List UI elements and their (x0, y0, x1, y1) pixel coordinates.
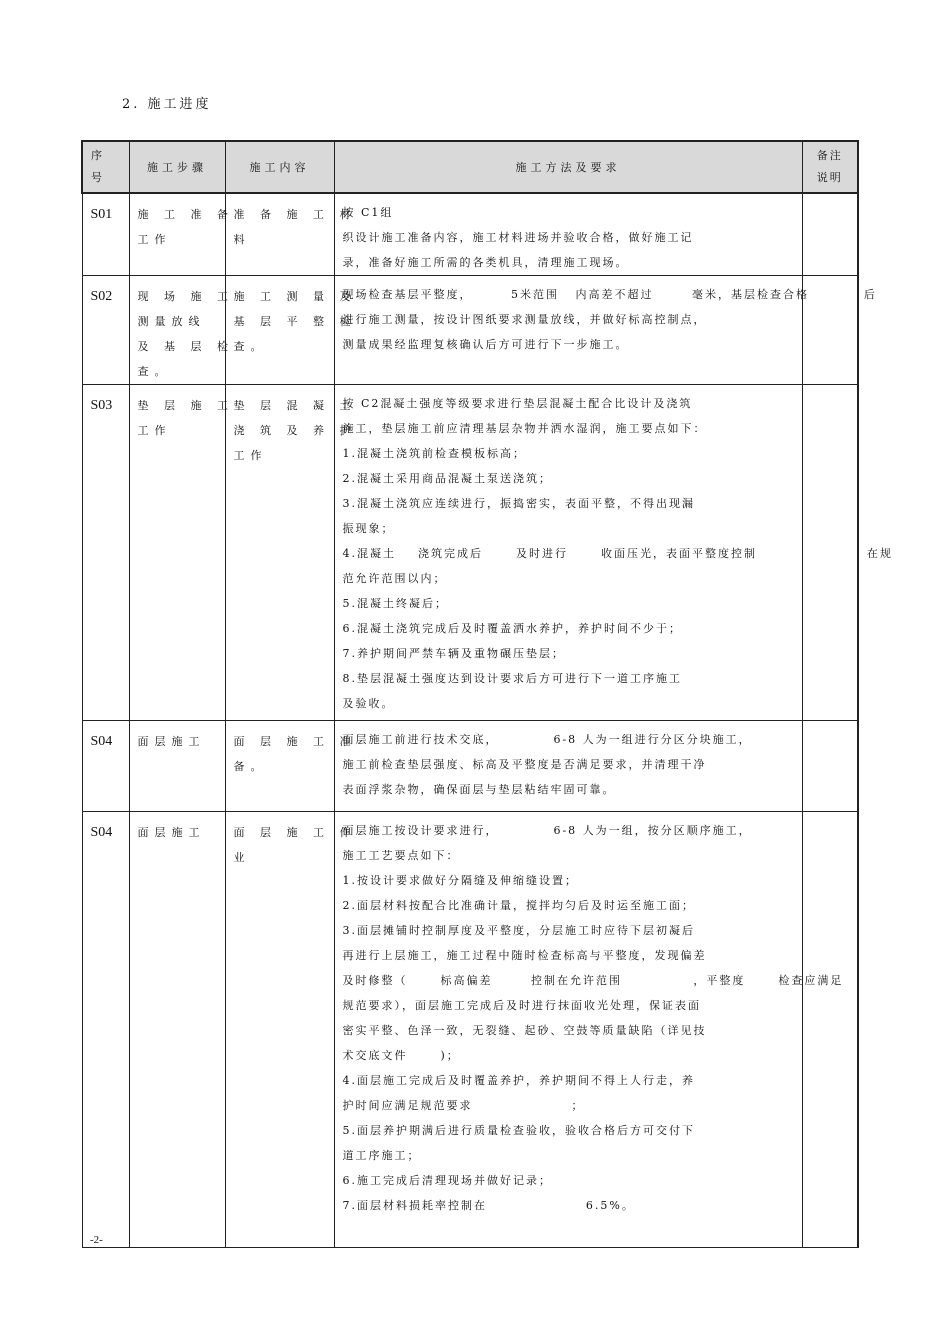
step-text: 现 场 施 工 (137, 290, 234, 303)
header-content: 施工内容 (225, 141, 334, 193)
section-heading: 2. 施工进度 (122, 97, 212, 112)
method-text: 及时修整（ 标高偏差 控制在允许范围 ，平整度 检查应满足 (342, 974, 844, 987)
method-text: 3.面层摊铺时控制厚度及平整度，分层施工时应待下层初凝后 (342, 924, 695, 937)
step-text: 施 工 准 备 (137, 208, 234, 221)
step-text: 工作 (137, 233, 172, 246)
step-text: 垫 层 施 工 (137, 399, 234, 412)
method-text: 1.按设计要求做好分隔缝及伸缩缝设置； (342, 874, 578, 887)
row-number-cell (82, 385, 129, 721)
method-text: 施工，垫层施工前应清理基层杂物并洒水湿润，施工要点如下： (342, 422, 707, 435)
method-text: 2.混凝土采用商品混凝土泵送浇筑； (342, 472, 552, 485)
table-row (82, 193, 858, 276)
table-row (82, 276, 858, 385)
method-text: 进行施工测量，按设计图纸要求测量放线，并做好标高控制点， (342, 313, 707, 326)
content-text: 料 (233, 233, 251, 246)
method-text: 按 C2混凝土强度等级要求进行垫层混凝土配合比设计及浇筑 (342, 397, 693, 410)
content-text: 面 层 施 工 作 (233, 826, 357, 839)
header-remarks-line: 说明 (816, 171, 843, 184)
method-text: 再进行上层施工，施工过程中随时检查标高与平整度，发现偏差 (342, 949, 707, 962)
header-remarks (802, 141, 858, 193)
content-text: 面 层 施 工 准 (233, 735, 357, 748)
content-text: 垫 层 混 凝 土 (233, 399, 357, 412)
method-text: 护时间应满足规范要求 ； (342, 1099, 585, 1112)
method-cell (334, 276, 877, 385)
step-text: 测量放线 (137, 315, 206, 328)
method-text: 施工工艺要点如下： (342, 849, 460, 862)
remarks-cell (802, 193, 858, 276)
step-text: 工作 (137, 424, 172, 437)
content-text: 准 备 施 工 材 (233, 208, 357, 221)
row-number: S04 (90, 734, 113, 749)
step-cell (129, 193, 234, 276)
method-text: 范允许范围以内； (342, 572, 447, 585)
row-number-cell (82, 812, 129, 1248)
step-cell (129, 721, 225, 812)
remarks-cell (802, 721, 858, 812)
method-text: 8.垫层混凝土强度达到设计要求后方可进行下一道工序施工 (342, 672, 682, 685)
method-text: 施工前检查垫层强度、标高及平整度是否满足要求，并清理干净 (342, 758, 707, 771)
row-number-cell (82, 721, 129, 812)
header-remarks-line: 备注 (816, 149, 843, 162)
header-number-line: 号 (91, 171, 106, 184)
header-number-line: 序 (91, 149, 106, 162)
method-text: 1.混凝土浇筑前检查模板标高； (342, 447, 526, 460)
content-text: 浇 筑 及 养 护 (233, 424, 357, 437)
step-cell (129, 385, 234, 721)
header-step: 施工步骤 (129, 141, 225, 193)
method-text: 面层施工按设计要求进行， 6-8 人为一组，按分区顺序施工， (342, 824, 752, 837)
method-text: 规范要求），面层施工完成后及时进行抹面收光处理，保证表面 (342, 999, 701, 1012)
method-text: 7.养护期间严禁车辆及重物碾压垫层； (342, 647, 565, 660)
method-text: 表面浮浆杂物，确保面层与垫层粘结牢固可靠。 (342, 783, 616, 796)
content-text: 查。 (233, 340, 268, 353)
method-cell (334, 385, 893, 721)
row-number: S02 (90, 289, 113, 304)
step-text: 面层施工 (137, 735, 206, 748)
row-number: S04 (90, 825, 113, 840)
method-text: 7.面层材料损耗率控制在 6.5%。 (342, 1199, 635, 1212)
remarks-cell (802, 812, 858, 1248)
method-text: 4.混凝土 浇筑完成后 及时进行 收面压光，表面平整度控制 在规 (342, 547, 893, 560)
table-header-row (82, 141, 858, 193)
method-text: 密实平整、色泽一致，无裂缝、起砂、空鼓等质量缺陷（详见技 (342, 1024, 707, 1037)
step-text: 面层施工 (137, 826, 206, 839)
step-text: 查。 (137, 365, 172, 378)
method-text: 录，准备好施工所需的各类机具，清理施工现场。 (342, 256, 629, 269)
construction-schedule-table (81, 140, 893, 1248)
method-text: 按 C1组 (342, 206, 394, 219)
method-cell (334, 193, 802, 276)
method-text: 面层施工前进行技术交底， 6-8 人为一组进行分区分块施工， (342, 733, 752, 746)
method-text: 3.混凝土浇筑应连续进行，振捣密实，表面平整，不得出现漏 (342, 497, 695, 510)
page-number: -2- (90, 1234, 103, 1246)
content-text: 施 工 测 量 及 (233, 290, 357, 303)
method-text: 6.混凝土浇筑完成后及时覆盖洒水养护，养护时间不少于； (342, 622, 682, 635)
row-number-cell (82, 193, 129, 276)
step-cell (129, 276, 234, 385)
header-method: 施工方法及要求 (334, 141, 802, 193)
method-text: 振现象； (342, 522, 395, 535)
method-cell (334, 812, 844, 1248)
step-text: 及 基 层 检 (137, 340, 234, 353)
table-row (82, 812, 858, 1248)
content-text: 业 (233, 851, 251, 864)
method-text: 织设计施工准备内容，施工材料进场并验收合格，做好施工记 (342, 231, 694, 244)
method-text: 4.面层施工完成后及时覆盖养护，养护期间不得上人行走，养 (342, 1074, 695, 1087)
method-cell (334, 721, 802, 812)
method-text: 及验收。 (342, 697, 395, 710)
content-cell (225, 721, 357, 812)
table-row (82, 721, 858, 812)
method-text: 5.面层养护期满后进行质量检查验收，验收合格后方可交付下 (342, 1124, 695, 1137)
content-cell (225, 385, 357, 721)
method-text: 测量成果经监理复核确认后方可进行下一步施工。 (342, 338, 629, 351)
method-text: 术交底文件 )； (342, 1049, 460, 1062)
row-number: S01 (90, 207, 113, 222)
content-text: 工作 (233, 449, 268, 462)
table-row (82, 385, 858, 721)
content-text: 基 层 平 整 检 (233, 315, 357, 328)
step-cell (129, 812, 225, 1248)
row-number: S03 (90, 398, 113, 413)
method-text: 2.面层材料按配合比准确计量，搅拌均匀后及时运至施工面； (342, 899, 695, 912)
method-text: 现场检查基层平整度， 5米范围 内高差不超过 毫米，基层检查合格 后 (342, 288, 877, 301)
method-text: 道工序施工； (342, 1149, 421, 1162)
method-text: 6.施工完成后清理现场并做好记录； (342, 1174, 552, 1187)
content-text: 备。 (233, 760, 268, 773)
method-text: 5.混凝土终凝后； (342, 597, 448, 610)
content-cell (225, 812, 357, 1248)
content-cell (225, 193, 357, 276)
header-number (82, 141, 129, 193)
row-number-cell (82, 276, 129, 385)
content-cell (225, 276, 357, 385)
